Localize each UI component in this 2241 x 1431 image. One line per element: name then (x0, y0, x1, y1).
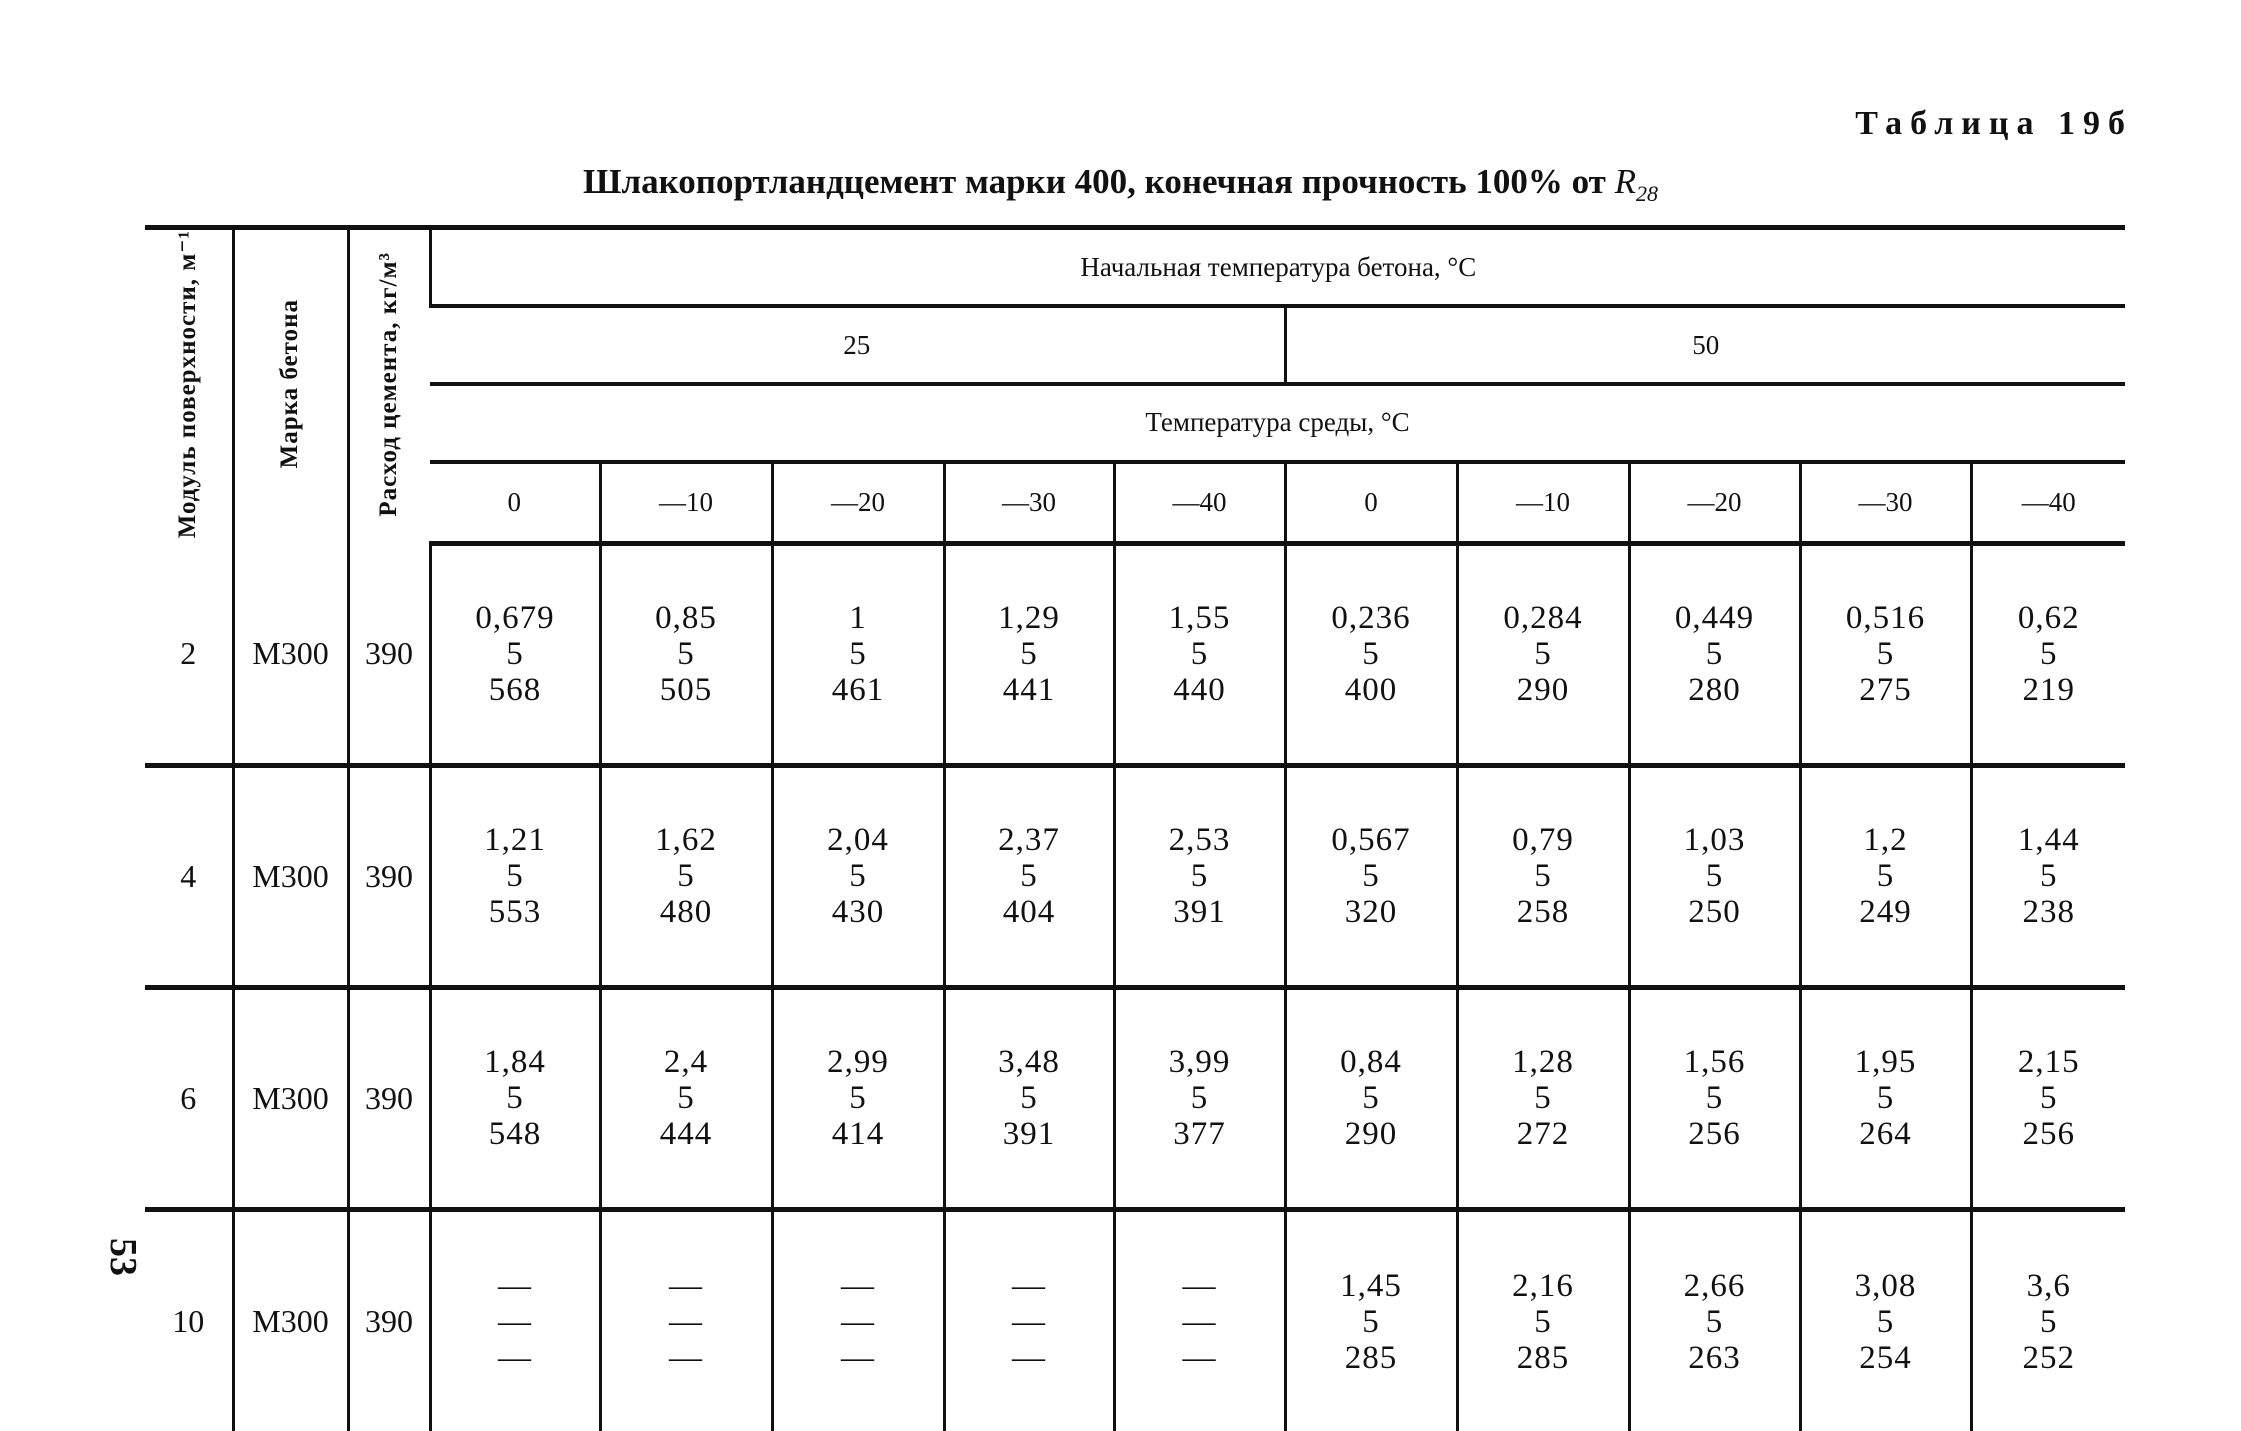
cell-modulus: 6 (145, 987, 233, 1209)
cell-line: 0,679 (475, 600, 555, 637)
cell-line: 285 (1344, 1339, 1398, 1376)
cell-line: 2,37 (998, 822, 1060, 859)
cell-line: 5 (1362, 636, 1380, 673)
cell-cement-consumption: 390 (348, 765, 430, 987)
cell-line: 404 (1002, 894, 1056, 931)
cell-line: 238 (2022, 894, 2076, 931)
cell-line: 5 (849, 858, 867, 895)
cell-line: 290 (1344, 1116, 1398, 1153)
cell-line: 400 (1344, 672, 1398, 709)
cell-line: 1 (849, 600, 867, 637)
cell-line: 2,66 (1683, 1267, 1746, 1304)
cell-line: 480 (659, 894, 713, 931)
header-initial-25: 25 (430, 306, 1285, 384)
cell-line: 264 (1859, 1116, 1912, 1153)
cell-line: 3,6 (2026, 1267, 2071, 1304)
header-env-value: —10 (600, 462, 772, 543)
cell-line: — (498, 1303, 532, 1340)
cell-value (1285, 543, 1457, 765)
cell-cement-consumption: 390 (348, 987, 430, 1209)
cell-line: 5 (1876, 1303, 1895, 1340)
cell-line: 5 (1705, 1303, 1724, 1340)
header-env-value: 0 (430, 462, 600, 543)
cell-concrete-mark: М300 (233, 1209, 348, 1431)
cell-line: 0,284 (1503, 600, 1583, 637)
cell-value (1800, 765, 1971, 987)
cell-line: 272 (1516, 1116, 1570, 1153)
cell-line: — (1182, 1303, 1217, 1340)
header-env-value: —40 (1114, 462, 1285, 543)
cell-line: 2,04 (827, 822, 889, 859)
cell-line: 5 (2040, 858, 2058, 895)
cell-line: 3,08 (1854, 1267, 1917, 1304)
cell-line: 5 (506, 858, 524, 895)
cell-line: 249 (1859, 894, 1912, 931)
cell-line: 444 (659, 1116, 713, 1153)
cell-line: 256 (1688, 1116, 1741, 1153)
cell-value (1971, 543, 2125, 765)
cell-line: — (1012, 1339, 1046, 1376)
cell-value (430, 987, 600, 1209)
cell-line: 1,56 (1683, 1044, 1746, 1081)
cell-concrete-mark: М300 (233, 543, 348, 765)
cell-modulus: 2 (145, 543, 233, 765)
cell-value (944, 987, 1114, 1209)
cell-value (772, 543, 944, 765)
cell-line: 414 (831, 1116, 885, 1153)
cell-line: 5 (1534, 636, 1552, 673)
cell-modulus: 4 (145, 765, 233, 987)
cell-line: 2,16 (1512, 1267, 1574, 1304)
cell-line: 5 (849, 636, 867, 673)
cell-line: — (841, 1303, 875, 1340)
cell-value (1629, 765, 1800, 987)
cell-line: — (1182, 1339, 1217, 1376)
cell-line: 2,99 (827, 1044, 889, 1081)
cell-value (600, 987, 772, 1209)
cell-line: 5 (2040, 636, 2058, 673)
table-title (0, 162, 2241, 207)
data-table (145, 225, 2125, 1431)
table-row (145, 543, 2125, 765)
cell-value (772, 765, 944, 987)
cell-value (944, 543, 1114, 765)
cell-line: 219 (2022, 672, 2076, 709)
cell-line: 2,53 (1168, 822, 1231, 859)
cell-line: 5 (1190, 858, 1209, 895)
cell-line: 0,79 (1512, 822, 1574, 859)
cell-line: 0,84 (1340, 1044, 1402, 1081)
cell-value (1971, 765, 2125, 987)
table-body (145, 543, 2125, 1431)
cell-line: 5 (677, 636, 695, 673)
cell-line: 258 (1516, 894, 1570, 931)
cell-concrete-mark: М300 (233, 987, 348, 1209)
cell-line: 5 (1020, 636, 1038, 673)
cell-line: 1,95 (1854, 1044, 1917, 1081)
cell-cement-consumption: 390 (348, 543, 430, 765)
header-env-value: —30 (944, 462, 1114, 543)
cell-line: 5 (2040, 1080, 2058, 1117)
cell-value (1285, 765, 1457, 987)
cell-line: 553 (488, 894, 542, 931)
cell-value (1629, 1209, 1800, 1431)
cell-line: 5 (1534, 1080, 1552, 1117)
cell-value (600, 765, 772, 987)
cell-value (1457, 543, 1629, 765)
header-env-value: 0 (1285, 462, 1457, 543)
cell-value (1800, 1209, 1971, 1431)
cell-value (1457, 1209, 1629, 1431)
cell-line: — (498, 1267, 532, 1304)
cell-line: — (669, 1339, 703, 1376)
cell-line: 1,84 (484, 1044, 546, 1081)
table-row (145, 765, 2125, 987)
cell-value (1629, 987, 1800, 1209)
cell-line: 1,29 (998, 600, 1060, 637)
cell-line: 1,62 (655, 822, 717, 859)
cell-line: 568 (488, 672, 542, 709)
table-label: Таблица 19б (1855, 105, 2133, 142)
cell-line: 1,44 (2017, 822, 2080, 859)
cell-value (1457, 765, 1629, 987)
cell-line: 5 (506, 636, 524, 673)
cell-line: 5 (1876, 636, 1895, 673)
cell-line: 461 (831, 672, 885, 709)
cell-value (1800, 987, 1971, 1209)
cell-value (1285, 1209, 1457, 1431)
cell-line: 280 (1688, 672, 1741, 709)
header-env-value: —30 (1800, 462, 1971, 543)
cell-line: 1,28 (1512, 1044, 1574, 1081)
cell-line: 0,449 (1674, 600, 1755, 637)
cell-line: 5 (1020, 858, 1038, 895)
cell-line: 0,62 (2017, 600, 2080, 637)
cell-line: 1,55 (1168, 600, 1231, 637)
table-row (145, 987, 2125, 1209)
cell-line: 5 (1705, 636, 1724, 673)
cell-line: 5 (1705, 1080, 1724, 1117)
cell-value (1457, 987, 1629, 1209)
cell-line: 320 (1344, 894, 1398, 931)
page-number: 53 (102, 1238, 144, 1276)
header-env-value: —10 (1457, 462, 1629, 543)
cell-cement-consumption: 390 (348, 1209, 430, 1431)
cell-value (1800, 543, 1971, 765)
cell-value (944, 765, 1114, 987)
cell-line: 3,48 (998, 1044, 1060, 1081)
cell-line: 377 (1173, 1116, 1226, 1153)
cell-line: 3,99 (1168, 1044, 1231, 1081)
cell-line: 5 (1705, 858, 1724, 895)
cell-value (1114, 1209, 1285, 1431)
cell-line: — (669, 1267, 703, 1304)
cell-line: — (1182, 1267, 1217, 1304)
cell-line: — (498, 1339, 532, 1376)
cell-line: 5 (1534, 1303, 1552, 1340)
cell-line: 5 (2040, 1303, 2058, 1340)
cell-line: 548 (488, 1116, 542, 1153)
cell-line: 1,45 (1340, 1267, 1402, 1304)
cell-value (772, 987, 944, 1209)
cell-line: 5 (677, 858, 695, 895)
cell-value (430, 765, 600, 987)
cell-line: 0,516 (1845, 600, 1926, 637)
title-text: Шлакопортландцемент марки 400, конечная прочность 100% от (583, 162, 1606, 201)
cell-line: 430 (831, 894, 885, 931)
cell-line: 5 (1020, 1080, 1038, 1117)
header-env-temp: Температура среды, °С (430, 384, 2125, 462)
cell-concrete-mark: М300 (233, 765, 348, 987)
cell-line: 2,4 (663, 1044, 709, 1081)
cell-line: 290 (1516, 672, 1570, 709)
table-row (145, 1209, 2125, 1431)
cell-line: 441 (1002, 672, 1056, 709)
cell-value (1971, 1209, 2125, 1431)
cell-line: 5 (1534, 858, 1552, 895)
cell-line: 1,2 (1863, 822, 1908, 859)
cell-value (430, 543, 600, 765)
header-modulus: Модуль поверхности, м⁻¹ (174, 230, 202, 539)
cell-line: 0,236 (1331, 600, 1411, 637)
header-initial-50: 50 (1285, 306, 2125, 384)
cell-value (1285, 987, 1457, 1209)
cell-value (1114, 543, 1285, 765)
header-cement-consumption: Расход цемента, кг/м³ (348, 228, 430, 544)
cell-value (600, 1209, 772, 1431)
cell-value (600, 543, 772, 765)
cell-line: 5 (1362, 1080, 1380, 1117)
cell-line: 5 (1190, 636, 1209, 673)
cell-line: 505 (659, 672, 713, 709)
cell-line: — (669, 1303, 703, 1340)
cell-line: 5 (849, 1080, 867, 1117)
cell-line: 0,567 (1331, 822, 1411, 859)
cell-value (430, 1209, 600, 1431)
title-r-sub: 28 (1635, 181, 1658, 206)
header-initial-temp: Начальная температура бетона, °С (430, 228, 2125, 307)
cell-line: 250 (1688, 894, 1741, 931)
cell-line: 1,21 (484, 822, 546, 859)
cell-line: 391 (1173, 894, 1226, 931)
cell-line: — (841, 1339, 875, 1376)
cell-value (1114, 765, 1285, 987)
header-env-value: —20 (1629, 462, 1800, 543)
cell-line: 263 (1688, 1339, 1741, 1376)
cell-line: 0,85 (655, 600, 717, 637)
cell-value (1114, 987, 1285, 1209)
cell-value (1629, 543, 1800, 765)
cell-value (944, 1209, 1114, 1431)
cell-modulus: 10 (172, 1303, 205, 1340)
cell-line: 252 (2022, 1339, 2076, 1376)
cell-line: 275 (1859, 672, 1912, 709)
cell-value (772, 1209, 944, 1431)
title-r: R (1614, 162, 1636, 201)
cell-line: — (1012, 1303, 1046, 1340)
cell-line: 1,03 (1683, 822, 1746, 859)
cell-line: 440 (1173, 672, 1226, 709)
cell-line: 5 (1362, 858, 1380, 895)
cell-line: 254 (1859, 1339, 1912, 1376)
cell-line: 5 (677, 1080, 695, 1117)
cell-line: 5 (506, 1080, 524, 1117)
cell-line: — (841, 1267, 875, 1304)
cell-line: 256 (2022, 1116, 2076, 1153)
cell-line: 5 (1362, 1303, 1380, 1340)
cell-line: 391 (1002, 1116, 1056, 1153)
header-concrete-mark: Марка бетона (233, 228, 348, 544)
cell-line: 285 (1516, 1339, 1570, 1376)
cell-line: 5 (1876, 1080, 1895, 1117)
cell-line: — (1012, 1267, 1046, 1304)
cell-value (1971, 987, 2125, 1209)
cell-line: 2,15 (2017, 1044, 2080, 1081)
header-env-value: —20 (772, 462, 944, 543)
header-env-value: —40 (1971, 462, 2125, 543)
cell-line: 5 (1190, 1080, 1209, 1117)
cell-line: 5 (1876, 858, 1895, 895)
